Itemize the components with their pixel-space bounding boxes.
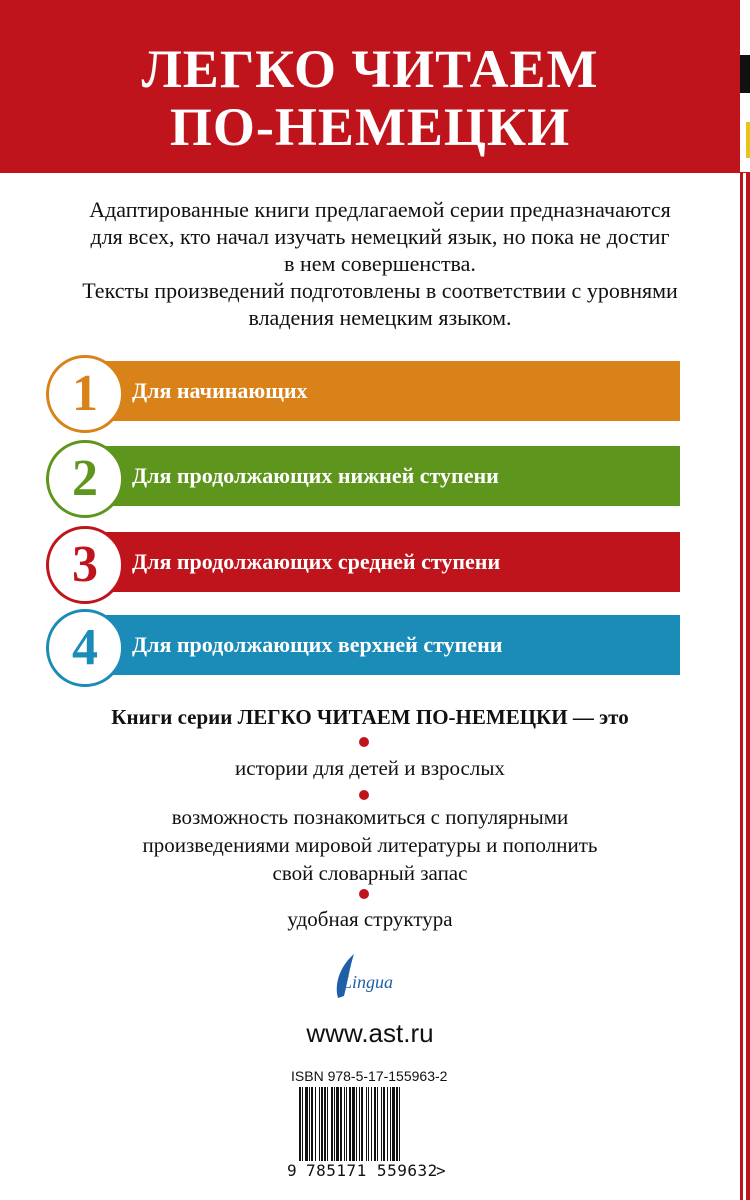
barcode-bar: [319, 1087, 320, 1161]
feature-line: удобная структура: [287, 907, 453, 931]
lingua-logo-text: Lingua: [342, 972, 394, 992]
lingua-logo: [318, 950, 418, 1000]
spine-edge-white: [743, 173, 746, 1200]
intro-line: для всех, кто начал изучать немецкий язык, но пока не достиг: [90, 224, 670, 249]
barcode-bar: [371, 1087, 372, 1161]
barcode-bar: [399, 1087, 400, 1161]
level-3-number: 3: [46, 526, 124, 604]
barcode-bar: [309, 1087, 310, 1161]
barcode-bar: [392, 1087, 395, 1161]
barcode-bar: [356, 1087, 357, 1161]
series-title-line-2: ПО-НЕМЕЦКИ: [169, 97, 571, 157]
spine-edge-black: [740, 55, 750, 93]
intro-line: в нем совершенства.: [284, 251, 476, 276]
level-3-label: Для продолжающих средней ступени: [132, 549, 501, 574]
isbn-text: ISBN 978-5-17-155963-2: [291, 1068, 448, 1084]
barcode-bar: [336, 1087, 339, 1161]
feature-line: возможность познакомиться с популярными: [171, 805, 569, 829]
barcode-digits: 785171 559632: [306, 1161, 438, 1180]
barcode-bar: [327, 1087, 328, 1161]
barcode-bar: [352, 1087, 355, 1161]
level-3: [46, 526, 680, 610]
barcode-bar: [396, 1087, 398, 1161]
barcode-bar: [349, 1087, 351, 1161]
barcode-bar: [302, 1087, 303, 1161]
intro-text: [20, 196, 740, 331]
series-heading: Книги серии ЛЕГКО ЧИТАЕМ ПО-НЕМЕЦКИ — это: [111, 705, 629, 729]
intro-line: Тексты произведений подготовлены в соответствии с уровнями: [82, 278, 678, 303]
level-1-number: 1: [46, 355, 124, 433]
barcode-bar: [305, 1087, 308, 1161]
intro-line: Адаптированные книги предлагаемой серии предназначаются: [89, 197, 671, 222]
level-1: [46, 355, 680, 439]
barcode-bar: [299, 1087, 301, 1161]
barcode-bar: [390, 1087, 391, 1161]
barcode-bar: [377, 1087, 378, 1161]
barcode-bar: [368, 1087, 369, 1161]
spine-edge-yellow: [746, 122, 750, 158]
series-title: [0, 40, 740, 156]
barcode-bar: [321, 1087, 323, 1161]
feature-item-structure: [0, 905, 740, 933]
intro-line: владения немецким языком.: [248, 305, 512, 330]
level-1-label: Для начинающих: [132, 378, 308, 403]
bullet-dot: [359, 790, 369, 800]
barcode-bar: [387, 1087, 388, 1161]
barcode-bar: [331, 1087, 333, 1161]
barcode-bar: [366, 1087, 367, 1161]
barcode-bar: [374, 1087, 376, 1161]
feature-item-literature: [0, 803, 740, 887]
barcode-bar: [315, 1087, 316, 1161]
feature-line: свой словарный запас: [272, 861, 468, 885]
bullet-dot: [359, 889, 369, 899]
bullet-dot: [359, 737, 369, 747]
barcode-bar: [381, 1087, 382, 1161]
barcode-bar: [346, 1087, 347, 1161]
level-4: [46, 609, 680, 693]
level-2-number: 2: [46, 440, 124, 518]
barcode-bar: [334, 1087, 335, 1161]
barcode-bar: [344, 1087, 345, 1161]
level-2-label: Для продолжающих нижней ступени: [132, 463, 499, 488]
barcode-bar: [311, 1087, 313, 1161]
level-4-number: 4: [46, 609, 124, 687]
barcode-bar: [383, 1087, 385, 1161]
feature-line: истории для детей и взрослых: [235, 756, 505, 780]
barcode-bar: [361, 1087, 363, 1161]
feature-item-stories: [0, 754, 740, 782]
barcode-bar: [324, 1087, 326, 1161]
barcode-bar: [359, 1087, 360, 1161]
barcode-arrow: >: [436, 1161, 446, 1180]
barcode-bar: [340, 1087, 342, 1161]
level-4-label: Для продолжающих верхней ступени: [132, 632, 503, 657]
level-2: [46, 440, 680, 524]
barcode-first-digit: 9: [287, 1161, 297, 1180]
feature-line: произведениями мировой литературы и пополнить: [142, 833, 598, 857]
series-title-line-1: ЛЕГКО ЧИТАЕМ: [141, 39, 599, 99]
barcode-image: [299, 1087, 434, 1161]
publisher-url: www.ast.ru: [306, 1018, 434, 1048]
